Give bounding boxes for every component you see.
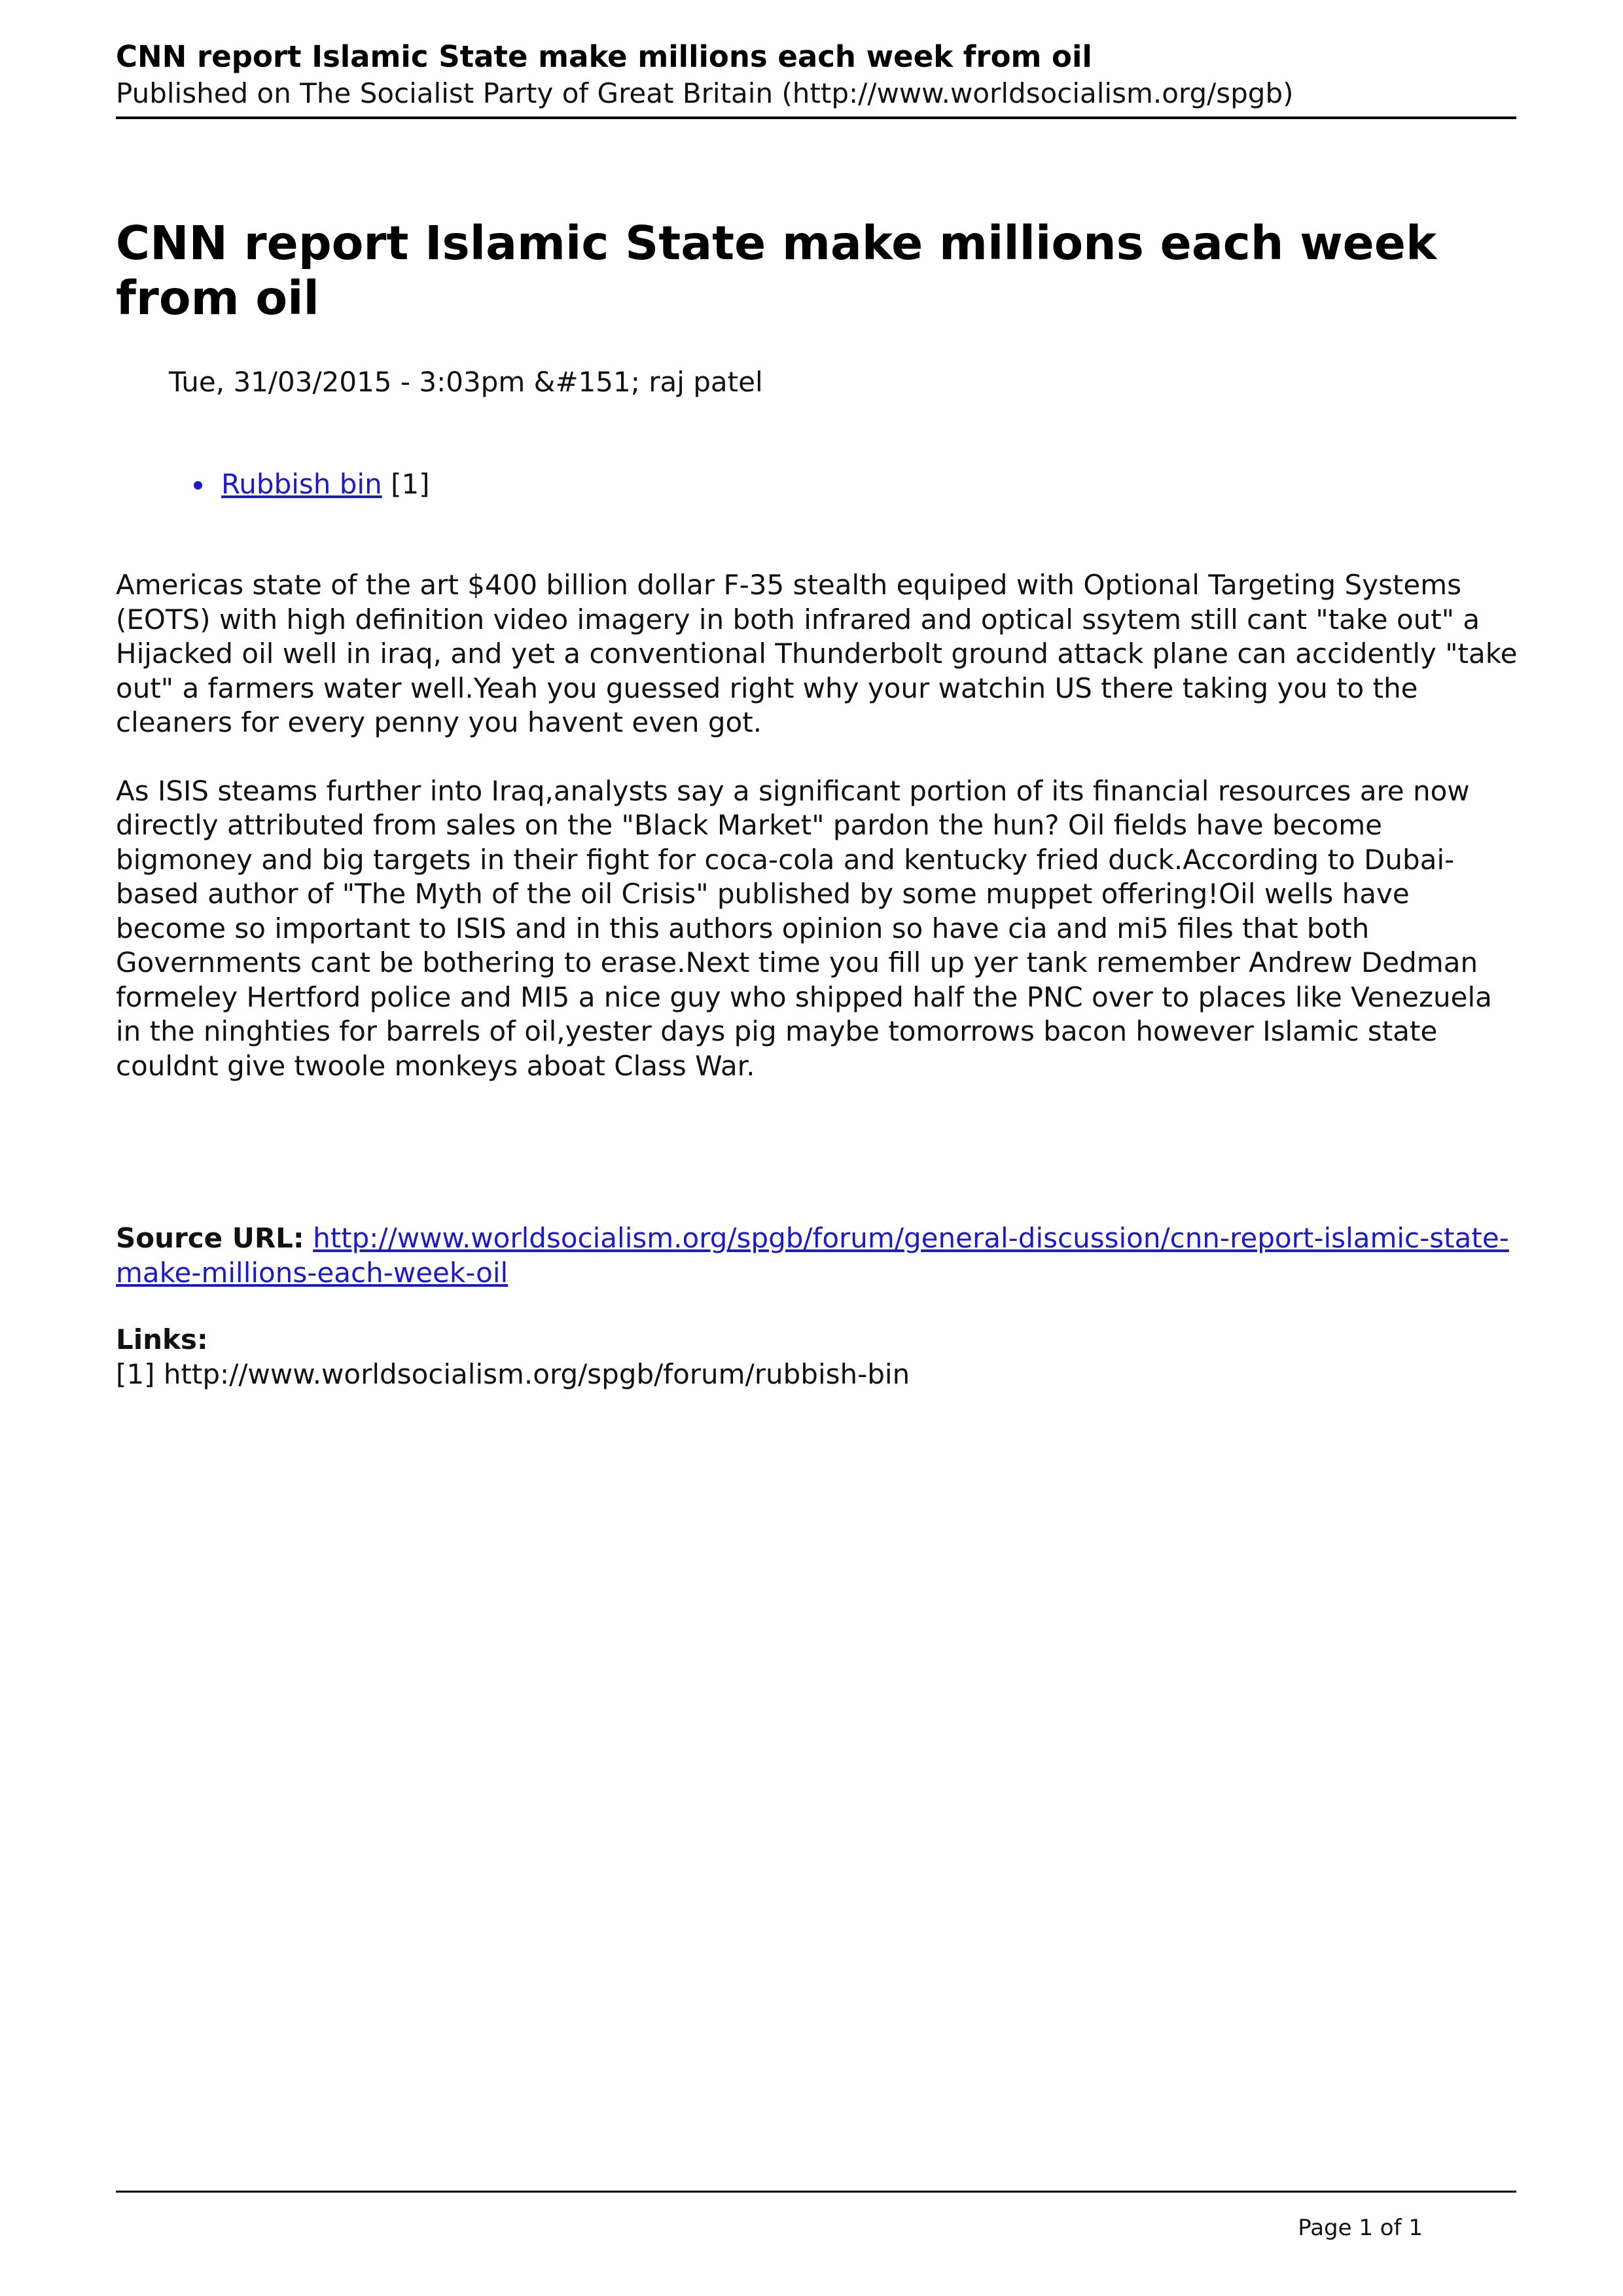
header-published-line: Published on The Socialist Party of Great Britain (http://www.worldsocialism.org/spgb)	[116, 77, 1294, 109]
links-label: Links:	[116, 1323, 208, 1355]
source-url-block	[116, 1221, 1523, 1290]
bullet-icon	[194, 481, 202, 490]
body-paragraph-2: As ISIS steams further into Iraq,analysts say a significant portion of its financial resources are now directly attributed from sales on the "Black Market" pardon the hun? Oil fields have become bigmoney and big targets in their fight for coca-cola and kentucky fried duck.According to Dubai-based author of "The Myth of the oil Crisis" published by some muppet offering!Oil wells have become so important to ISIS and in this authors opinion so have cia and mi5 files that both Governments cant be bothering to erase.Next time you fill up yer tank remember Andrew Dedman formeley Hertford police and MI5 a nice guy who shipped half the PNC over to places like Venezuela in the ninghties for barrels of oil,yester days pig maybe tomorrows bacon however Islamic state couldnt give twoole monkeys aboat Class War.	[116, 774, 1492, 1082]
tag-link-rubbish-bin[interactable]: Rubbish bin	[221, 468, 382, 500]
tag-ref: [1]	[391, 468, 430, 500]
article-body	[116, 568, 1523, 1117]
links-item-1: [1] http://www.worldsocialism.org/spgb/forum/rubbish-bin	[116, 1357, 910, 1390]
source-url-link[interactable]: http://www.worldsocialism.org/spgb/forum/general-discussion/cnn-report-islamic-state-make-millions-each-week-oil	[116, 1222, 1509, 1289]
tag-list	[169, 467, 430, 502]
footer-divider	[116, 2191, 1516, 2193]
article-title: CNN report Islamic State make millions each week from oil	[116, 216, 1437, 325]
article-meta: Tue, 31/03/2015 - 3:03pm &#151; raj patel	[169, 366, 763, 398]
page-number: Page 1 of 1	[1298, 2215, 1423, 2241]
body-paragraph-1: Americas state of the art $400 billion dollar F-35 stealth equiped with Optional Targeting Systems (EOTS) with high definition video imagery in both infrared and optical ssytem still cant "take out" a Hijacked oil well in iraq, and yet a conventional Thunderbolt ground attack plane can accidently "take out" a farmers water well.Yeah you guessed right why your watchin US there taking you to the cleaners for every penny you havent even got.	[116, 569, 1518, 738]
links-block	[116, 1323, 1523, 1391]
header-title: CNN report Islamic State make millions each week from oil	[116, 39, 1092, 74]
source-url-label: Source URL:	[116, 1222, 304, 1254]
page-header	[116, 38, 1516, 111]
header-divider	[116, 117, 1516, 119]
tag-item	[169, 467, 430, 502]
